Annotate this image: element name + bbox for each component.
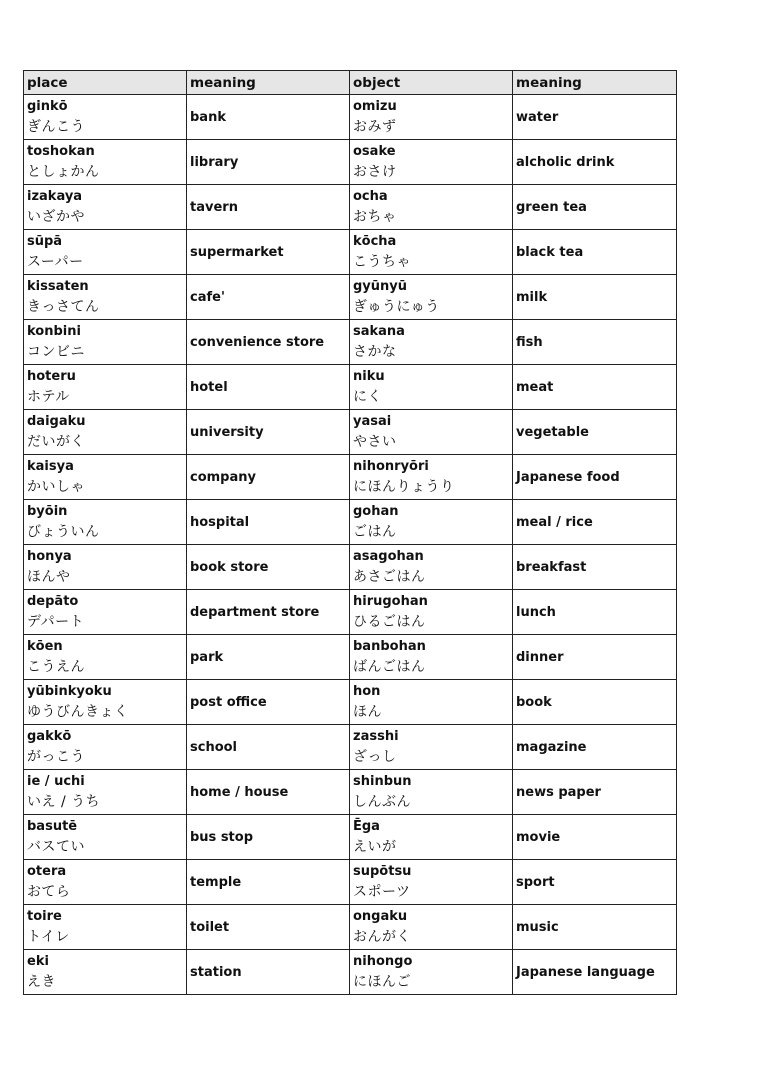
place-romaji: toshokan (27, 144, 95, 159)
place-romaji: kaisya (27, 459, 74, 474)
place-cell (24, 950, 187, 995)
place-cell (24, 860, 187, 905)
object-entry (353, 365, 509, 409)
object-entry (353, 410, 509, 454)
table-row (24, 500, 677, 545)
object-entry (353, 185, 509, 229)
object-kana: ごはん (353, 524, 397, 540)
place-cell (24, 275, 187, 320)
place-cell (24, 725, 187, 770)
place-entry (27, 410, 183, 454)
place-kana: がっこう (27, 749, 85, 765)
object-kana: おみず (353, 119, 397, 135)
place-kana: ほんや (27, 569, 71, 585)
place-kana: コンビニ (27, 344, 85, 360)
place-cell (24, 455, 187, 500)
place-meaning-cell: school (187, 725, 350, 770)
place-meaning-cell: tavern (187, 185, 350, 230)
object-entry (353, 815, 509, 859)
place-cell (24, 95, 187, 140)
table-row (24, 410, 677, 455)
object-kana: しんぶん (353, 794, 411, 810)
object-cell (350, 770, 513, 815)
table-row (24, 590, 677, 635)
place-cell (24, 140, 187, 185)
object-kana: おんがく (353, 929, 411, 945)
place-kana: ホテル (27, 389, 70, 405)
object-kana: にく (353, 389, 382, 405)
place-cell (24, 365, 187, 410)
object-romaji: asagohan (353, 549, 424, 564)
object-cell (350, 860, 513, 905)
place-romaji: honya (27, 549, 72, 564)
place-entry (27, 635, 183, 679)
place-romaji: ginkō (27, 99, 68, 114)
place-entry (27, 950, 183, 994)
object-meaning-cell: vegetable (513, 410, 677, 455)
object-cell (350, 545, 513, 590)
object-cell (350, 365, 513, 410)
place-entry (27, 275, 183, 319)
place-entry (27, 365, 183, 409)
object-romaji: Ēga (353, 819, 380, 834)
object-romaji: sakana (353, 324, 405, 339)
place-kana: きっさてん (27, 299, 100, 315)
object-meaning-cell: fish (513, 320, 677, 365)
place-entry (27, 725, 183, 769)
place-meaning-cell: supermarket (187, 230, 350, 275)
table-row (24, 365, 677, 410)
place-kana: スーパー (27, 254, 84, 270)
place-romaji: daigaku (27, 414, 86, 429)
header-row (24, 71, 677, 95)
object-meaning-cell: dinner (513, 635, 677, 680)
place-romaji: sūpā (27, 234, 63, 249)
table-row (24, 680, 677, 725)
place-cell (24, 590, 187, 635)
table-row (24, 545, 677, 590)
object-kana: おちゃ (353, 209, 397, 225)
place-entry (27, 680, 183, 724)
object-entry (353, 95, 509, 139)
place-romaji: izakaya (27, 189, 83, 204)
table-row (24, 725, 677, 770)
object-kana: ぎゅうにゅう (353, 299, 440, 315)
place-kana: デパート (27, 614, 85, 630)
object-meaning-cell: magazine (513, 725, 677, 770)
object-cell (350, 635, 513, 680)
object-meaning-cell: news paper (513, 770, 677, 815)
object-romaji: hirugohan (353, 594, 428, 609)
place-romaji: gakkō (27, 729, 72, 744)
object-romaji: kōcha (353, 234, 397, 249)
object-meaning-cell: meat (513, 365, 677, 410)
place-kana: バスてい (27, 839, 85, 855)
object-meaning-cell: green tea (513, 185, 677, 230)
place-cell (24, 680, 187, 725)
place-entry (27, 770, 183, 814)
place-meaning-cell: park (187, 635, 350, 680)
table-row (24, 770, 677, 815)
place-meaning-cell: hospital (187, 500, 350, 545)
place-meaning-cell: post office (187, 680, 350, 725)
object-romaji: gyūnyū (353, 279, 408, 294)
object-meaning-cell: alcholic drink (513, 140, 677, 185)
object-kana: ひるごはん (353, 614, 426, 630)
place-romaji: byōin (27, 504, 68, 519)
object-cell (350, 905, 513, 950)
object-entry (353, 860, 509, 904)
table-row (24, 275, 677, 320)
place-cell (24, 770, 187, 815)
place-kana: かいしゃ (27, 479, 85, 495)
place-entry (27, 140, 183, 184)
place-cell (24, 320, 187, 365)
object-meaning-cell: book (513, 680, 677, 725)
object-kana: ざっし (353, 749, 397, 765)
object-romaji: yasai (353, 414, 392, 429)
place-cell (24, 230, 187, 275)
object-romaji: ocha (353, 189, 388, 204)
object-romaji: osake (353, 144, 396, 159)
place-cell (24, 500, 187, 545)
place-kana: こうえん (27, 659, 85, 675)
object-kana: ほん (353, 704, 382, 720)
object-romaji: banbohan (353, 639, 426, 654)
object-cell (350, 275, 513, 320)
place-cell (24, 545, 187, 590)
header-place-meaning: meaning (187, 71, 350, 95)
place-romaji: yūbinkyoku (27, 684, 112, 699)
place-cell (24, 905, 187, 950)
object-cell (350, 140, 513, 185)
object-romaji: niku (353, 369, 385, 384)
place-kana: おてら (27, 884, 71, 900)
table-row (24, 905, 677, 950)
place-kana: トイレ (27, 929, 70, 945)
object-romaji: gohan (353, 504, 399, 519)
table-row (24, 950, 677, 995)
object-kana: スポーツ (353, 884, 411, 900)
place-meaning-cell: hotel (187, 365, 350, 410)
object-meaning-cell: meal / rice (513, 500, 677, 545)
place-kana: いえ / うち (27, 794, 101, 810)
place-romaji: hoteru (27, 369, 76, 384)
object-meaning-cell: Japanese food (513, 455, 677, 500)
object-entry (353, 500, 509, 544)
place-entry (27, 455, 183, 499)
place-kana: えき (27, 974, 56, 990)
place-entry (27, 320, 183, 364)
object-kana: にほんりょうり (353, 479, 455, 495)
table-row (24, 635, 677, 680)
object-cell (350, 455, 513, 500)
object-entry (353, 905, 509, 949)
object-cell (350, 410, 513, 455)
object-meaning-cell: breakfast (513, 545, 677, 590)
object-meaning-cell: milk (513, 275, 677, 320)
place-romaji: kōen (27, 639, 63, 654)
table-row (24, 140, 677, 185)
place-romaji: toire (27, 909, 62, 924)
place-cell (24, 815, 187, 860)
table-header (24, 71, 677, 95)
table-row (24, 95, 677, 140)
place-romaji: otera (27, 864, 67, 879)
object-entry (353, 680, 509, 724)
place-meaning-cell: library (187, 140, 350, 185)
place-meaning-cell: university (187, 410, 350, 455)
place-meaning-cell: cafe' (187, 275, 350, 320)
place-romaji: basutē (27, 819, 78, 834)
place-romaji: kissaten (27, 279, 89, 294)
object-meaning-cell: movie (513, 815, 677, 860)
object-cell (350, 95, 513, 140)
place-kana: ゆうびんきょく (27, 704, 129, 720)
object-cell (350, 500, 513, 545)
place-kana: びょういん (27, 524, 100, 540)
object-entry (353, 950, 509, 994)
place-romaji: depāto (27, 594, 79, 609)
place-romaji: konbini (27, 324, 81, 339)
place-entry (27, 815, 183, 859)
table-row (24, 230, 677, 275)
object-meaning-cell: Japanese language (513, 950, 677, 995)
object-cell (350, 815, 513, 860)
object-cell (350, 590, 513, 635)
object-cell (350, 950, 513, 995)
object-kana: こうちゃ (353, 254, 411, 270)
object-romaji: nihongo (353, 954, 413, 969)
place-entry (27, 860, 183, 904)
object-cell (350, 680, 513, 725)
table-row (24, 455, 677, 500)
place-meaning-cell: convenience store (187, 320, 350, 365)
object-romaji: supōtsu (353, 864, 412, 879)
place-meaning-cell: department store (187, 590, 350, 635)
object-kana: やさい (353, 434, 397, 450)
place-meaning-cell: toilet (187, 905, 350, 950)
place-meaning-cell: book store (187, 545, 350, 590)
place-cell (24, 635, 187, 680)
vocabulary-table (23, 70, 677, 995)
object-entry (353, 140, 509, 184)
object-entry (353, 320, 509, 364)
header-object: object (350, 71, 513, 95)
object-meaning-cell: sport (513, 860, 677, 905)
table-row (24, 860, 677, 905)
place-entry (27, 590, 183, 634)
place-kana: ぎんこう (27, 119, 85, 135)
table-row (24, 815, 677, 860)
object-kana: さかな (353, 344, 397, 360)
place-romaji: eki (27, 954, 49, 969)
place-entry (27, 185, 183, 229)
place-cell (24, 410, 187, 455)
object-romaji: nihonryōri (353, 459, 429, 474)
table-row (24, 185, 677, 230)
object-kana: ばんごはん (353, 659, 426, 675)
object-kana: おさけ (353, 164, 397, 180)
object-romaji: hon (353, 684, 381, 699)
object-entry (353, 590, 509, 634)
object-entry (353, 230, 509, 274)
object-entry (353, 635, 509, 679)
place-meaning-cell: bus stop (187, 815, 350, 860)
object-meaning-cell: lunch (513, 590, 677, 635)
place-entry (27, 230, 183, 274)
place-romaji: ie / uchi (27, 774, 85, 789)
place-meaning-cell: home / house (187, 770, 350, 815)
object-cell (350, 230, 513, 275)
place-entry (27, 905, 183, 949)
place-meaning-cell: company (187, 455, 350, 500)
object-romaji: zasshi (353, 729, 399, 744)
place-entry (27, 545, 183, 589)
table-row (24, 320, 677, 365)
object-cell (350, 185, 513, 230)
place-meaning-cell: station (187, 950, 350, 995)
object-kana: えいが (353, 839, 397, 855)
object-kana: あさごはん (353, 569, 426, 585)
place-cell (24, 185, 187, 230)
object-entry (353, 725, 509, 769)
header-object-meaning: meaning (513, 71, 677, 95)
object-entry (353, 455, 509, 499)
object-romaji: shinbun (353, 774, 412, 789)
object-meaning-cell: water (513, 95, 677, 140)
object-romaji: omizu (353, 99, 397, 114)
place-kana: だいがく (27, 434, 85, 450)
place-meaning-cell: bank (187, 95, 350, 140)
object-entry (353, 275, 509, 319)
object-meaning-cell: music (513, 905, 677, 950)
object-kana: にほんご (353, 974, 411, 990)
place-meaning-cell: temple (187, 860, 350, 905)
object-entry (353, 770, 509, 814)
object-romaji: ongaku (353, 909, 408, 924)
object-meaning-cell: black tea (513, 230, 677, 275)
object-cell (350, 320, 513, 365)
place-kana: いざかや (27, 209, 85, 225)
place-kana: としょかん (27, 164, 100, 180)
place-entry (27, 95, 183, 139)
object-entry (353, 545, 509, 589)
object-cell (350, 725, 513, 770)
table-body (24, 95, 677, 995)
place-entry (27, 500, 183, 544)
header-place: place (24, 71, 187, 95)
